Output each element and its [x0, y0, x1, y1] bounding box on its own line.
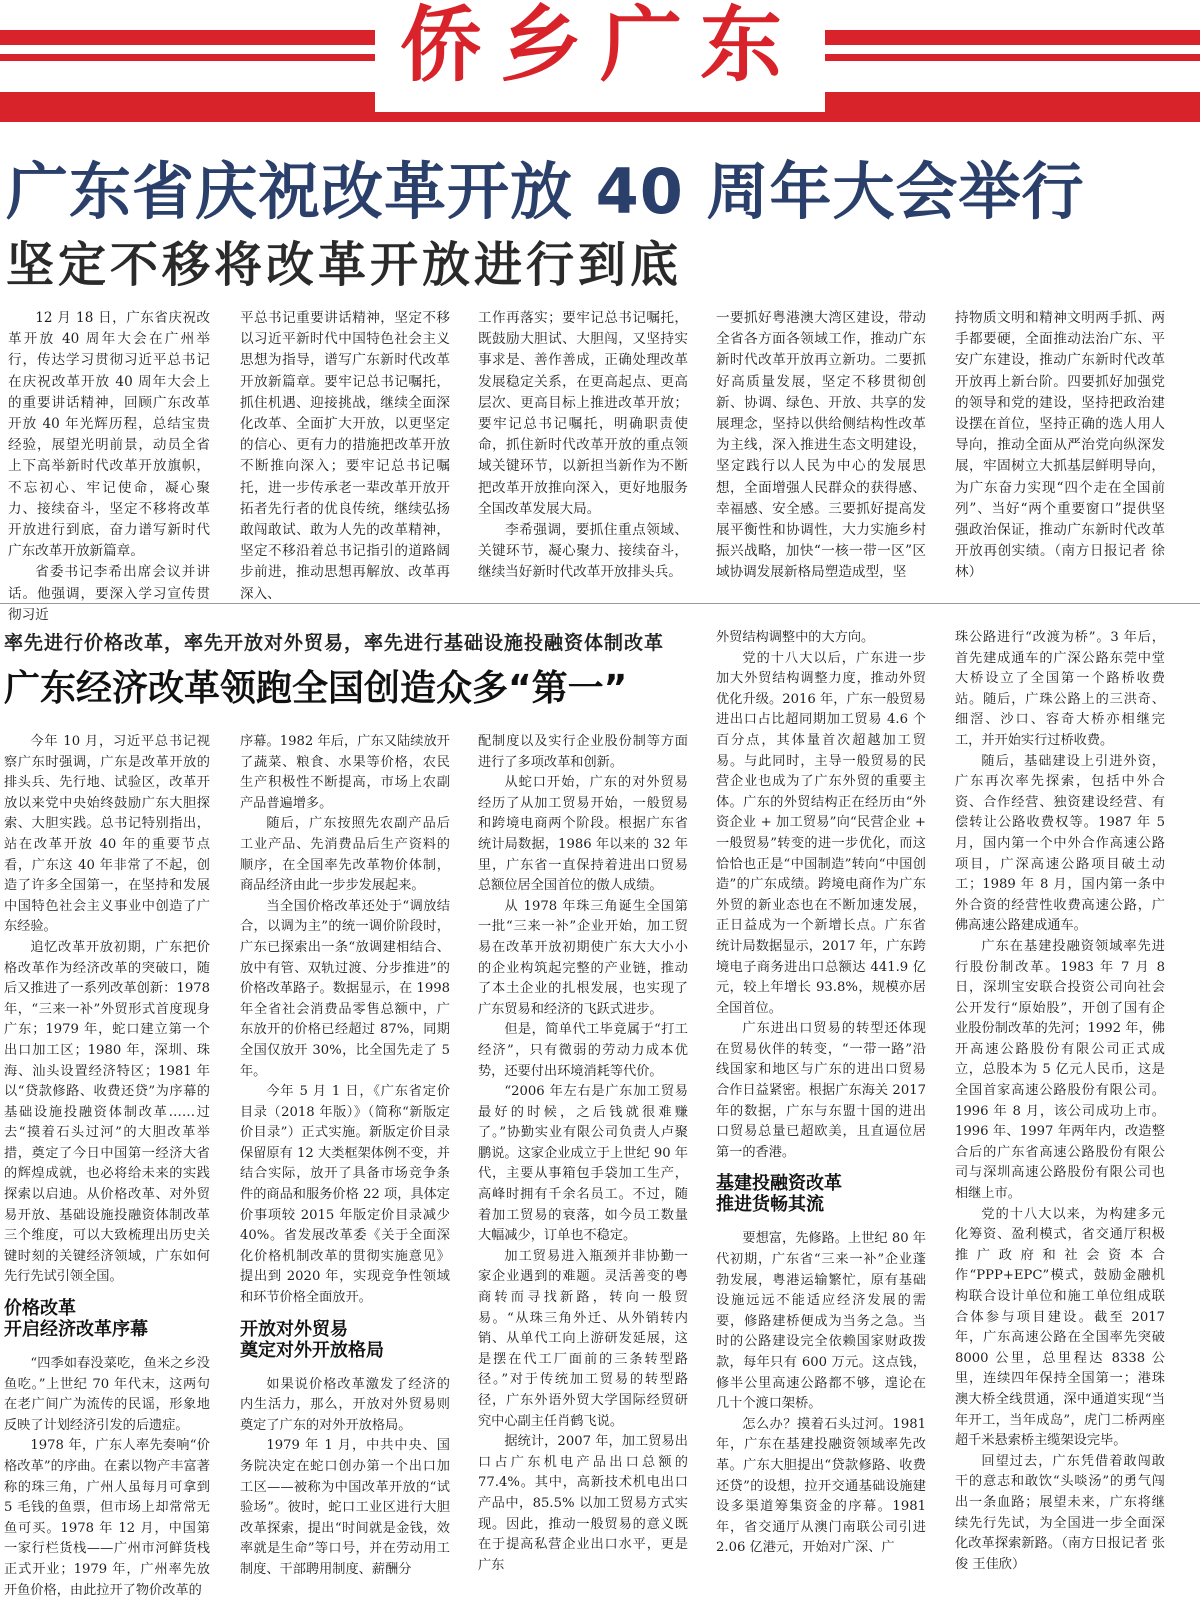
article2-column-3: [478, 732, 688, 1576]
paragraph: 一要抓好粤港澳大湾区建设，带动全省各方面各领域工作，推动广东新时代改革开放再立新功。二要抓好高质量发展，坚定不移贯彻创新、协调、绿色、开放、共享的发展理念，坚持以供给侧结构性改革为主线，深入推进生态文明建设，坚定践行以人民为中心的发展思想，全面增强人民群众的获得感、幸福感、安全感。三要抓好提高发展平衡性和协调性，大力实施乡村振兴战略，加快“一核一带一区”区域协调发展新格局塑造成型，坚: [716, 310, 926, 581]
paragraph: “2006 年左右是广东加工贸易最好的时候，之后钱就很难赚了。”协勤实业有限公司负责人卢聚鹏说。这家企业成立于上世纪 90 年代，主要从事箱包手袋加工生产，高峰时拥有千余名员工。不过，随着加工贸易的衰落，如今员工数量大幅减少，订单也不稳定。: [478, 1084, 688, 1244]
article1-column-1: [8, 308, 210, 626]
paragraph: 珠公路进行“改渡为桥”。3 年后，首先建成通车的广深公路东莞中堂大桥设立了全国第一个路桥收费站。随后，广珠公路上的三洪奇、细滘、沙口、容奇大桥亦相继完工，并开始实行过桥收费。: [955, 630, 1165, 748]
subheading-infrastructure: 基建投融资改革 推进货畅其流: [716, 1173, 842, 1216]
subheading-foreign-trade: 开放对外贸易 奠定对外开放格局: [240, 1318, 384, 1361]
article1-headline: 广东省庆祝改革开放 40 周年大会举行: [6, 155, 1085, 228]
paragraph: 随后，广东按照先农副产品后工业产品、先消费品后生产资料的顺序，在全国率先改革物价体制，商品经济由此一步步发展起来。: [240, 816, 450, 894]
paragraph: 1979 年 1 月，中共中央、国务院决定在蛇口创办第一个出口加工区——被称为中国改革开放的“试验场”。彼时，蛇口工业区进行大胆改革探索，提出“时间就是金钱，效率就是生命”等口号，并在劳动用工制度、干部聘用制度、薪酬分: [240, 1438, 450, 1577]
paragraph: 省委书记李希出席会议并讲话。他强调，要深入学习宣传贯彻习近: [8, 564, 210, 623]
article1-column-2: [240, 308, 450, 605]
paragraph: 12 月 18 日，广东省庆祝改革开放 40 周年大会在广州举行，传达学习贯彻习近平总书记在庆祝改革开放 40 周年大会上的重要讲话精神，回顾广东改革开放 40 年光辉历程，总结宝贵经验，展望光明前景，动员全省上下高举新时代改革开放旗帜，不忘初心、牢记使命，凝心聚力、接续奋斗，坚定不移将改革开放进行到底，奋力谱写新时代广东改革开放新篇章。: [8, 310, 210, 560]
paragraph: 回望过去，广东凭借着敢闯敢干的意志和敢饮“头啖汤”的勇气闯出一条血路；展望未来，广东将继续先行先试，为全国进一步全面深化改革探索新路。（南方日报记者 张俊 王佳欣）: [955, 1453, 1165, 1572]
paragraph: 加工贸易进入瓶颈并非协勤一家企业遇到的难题。灵活善变的粤商转而寻找新路，转向一般贸易。“从珠三角外迁、从外销转内销、从单代工向上游研发延展，这是摆在代工厂面前的三条转型路径。”对于传统加工贸易的转型路径，广东外语外贸大学国际经贸研究中心副主任肖鹤飞说。: [478, 1248, 688, 1429]
article1-subheadline: 坚定不移将改革开放进行到底: [6, 237, 683, 293]
article1-column-5: [955, 308, 1165, 584]
paragraph: 今年 10 月，习近平总书记视察广东时强调，广东是改革开放的排头兵、先行地、试验区，改革开放以来党中央始终鼓励广东大胆探索、大胆实践。总书记特别指出，站在改革开放 40 年的重要节点看，广东这 40 年非常了不起，创造了许多全国第一，在坚持和发展中国特色社会主义事业中创造了广东经验。: [4, 734, 210, 935]
article2-column-5: [955, 628, 1165, 1575]
article2-column-1: [4, 732, 210, 1601]
subheading-price-reform: 价格改革 开启经济改革序幕: [4, 1298, 148, 1341]
paragraph: 怎么办？摸着石头过河。1981 年，广东在基建投融资领域率先改革。广东大胆提出“贷款修路、收费还贷”的设想，拉开交通基础设施建设多渠道筹集资金的序幕。1981 年，省交通厅从澳门南联公司引进 2.06 亿港元，开始对广深、广: [716, 1416, 926, 1556]
paragraph: 从 1978 年珠三角诞生全国第一批“三来一补”企业开始，加工贸易在改革开放初期使广东大大小小的企业构筑起完整的产业链，推动了本土企业的扎根发展，也实现了广东贸易和经济的飞跃式进步。: [478, 898, 688, 1017]
paragraph: “四季如春没菜吃，鱼米之乡没鱼吃。”上世纪 70 年代末，这两句在老广间广为流传的民谣，形象地反映了计划经济引发的后遗症。: [4, 1356, 210, 1433]
paragraph: 要想富，先修路。上世纪 80 年代初期，广东省“三来一补”企业蓬勃发展，粤港运输繁忙，原有基础设施远远不能适应经济发展的需要，修路建桥便成为当务之急。当时的公路建设完全依赖国家财政拨款，每年只有 600 万元。这点钱，修半公里高速公路都不够，遑论在几十个渡口架桥。: [716, 1231, 926, 1412]
paragraph: 但是，简单代工毕竟属于“打工经济”，只有微弱的劳动力成本优势，还要付出环境消耗等代价。: [478, 1022, 688, 1079]
paragraph: 如果说价格改革激发了经济的内生活力，那么，开放对外贸易则奠定了广东的对外开放格局。: [240, 1376, 450, 1433]
paragraph: 配制度以及实行企业股份制等方面进行了多项改革和创新。: [478, 734, 688, 770]
paragraph: 李希强调，要抓住重点领域、关键环节，凝心聚力、接续奋斗，继续当好新时代改革开放排头兵。: [478, 522, 688, 581]
article2-kicker: 率先进行价格改革，率先开放对外贸易，率先进行基础设施投融资体制改革: [4, 632, 665, 654]
paragraph: 平总书记重要讲话精神，坚定不移以习近平新时代中国特色社会主义思想为指导，谱写广东新时代改革开放新篇章。要牢记总书记嘱托，抓住机遇、迎接挑战，继续全面深化改革、全面扩大开放，以更坚定的信心、更有力的措施把改革开放不断推向深入；要牢记总书记嘱托，进一步传承老一辈改革开放开拓者先行者的优良传统，继续弘扬敢闯敢试、敢为人先的改革精神，坚定不移沿着总书记指引的道路阔步前进，推动思想再解放、改革再深入、: [240, 310, 450, 602]
paragraph: 党的十八大以后，广东进一步加大外贸结构调整力度，推动外贸优化升级。2016 年，广东一般贸易进出口占比超同期加工贸易 4.6 个百分点，其体量首次超越加工贸易。与此同时，主导一般贸易的民营企业也成为了广东外贸的重要主体。广东的外贸结构正在经历由“外资企业 + 加工贸易”向“民营企业 + 一般贸易”转变的进一步优化，而这恰恰也正是“中国制造”转向“中国创造”的广东成绩。跨境电商作为广东外贸的新业态也在不断加速发展，正日益成为一个新增长点。广东省统计局数据显示，2017 年，广东跨境电子商务进出口总额达 441.9 亿元，较上年增长 93.8%，规模亦居全国首位。: [716, 650, 926, 1016]
paragraph: 今年 5 月 1 日，《广东省定价目录（2018 年版）》（简称“新版定价目录”）正式实施。新版定价目录保留原有 12 大类框架体例不变，并结合实际，放开了具备市场竞争条件的商品和服务价格 22 项，具体定价事项较 2015 年版定价目录减少 40%。省发展改革委《关于全面深化价格机制改革的贯彻实施意见》提出到 2020 年，实现竞争性领域和环节价格全面放开。: [240, 1084, 450, 1306]
paragraph: 工作再落实；要牢记总书记嘱托，既鼓励大胆试、大胆闯，又坚持实事求是、善作善成，正确处理改革发展稳定关系，在更高起点、更高层次、更高目标上推进改革开放；要牢记总书记嘱托，明确职责使命，抓住新时代改革开放的重点领域关键环节，以新担当新作为不断把改革开放推向深入，更好地服务全国改革发展大局。: [478, 310, 688, 517]
paragraph: 从蛇口开始，广东的对外贸易经历了从加工贸易开始，一般贸易和跨境电商两个阶段。根据广东省统计局数据，1986 年以来的 32 年里，广东省一直保持着进出口贸易总额位居全国首位的傲人成绩。: [478, 775, 688, 894]
paragraph: 1978 年，广东人率先奏响“价格改革”的序曲。在素以物产丰富著称的珠三角，广州人虽每月可拿到 5 毛钱的鱼票，但市场上却常常无鱼可买。1978 年 12 月，中国第一家行栏货栈——广州市河鲜货栈正式开业；1979 年，广州率先放开鱼价格，由此拉开了物价改革的: [4, 1438, 210, 1598]
paragraph: 当全国价格改革还处于“调放结合，以调为主”的统一调价阶段时，广东已探索出一条“放调建相结合、放中有管、双轨过渡、分步推进”的价格改革路子。数据显示，在 1998 年全省社会消费品零售总额中，广东放开的价格已经超过 87%，同期全国仅放开 30%，比全国先走了 5 年。: [240, 898, 450, 1079]
article2-column-4: [716, 628, 926, 1559]
article1-column-3: [478, 308, 688, 584]
masthead-title: 侨乡广东: [399, 0, 800, 93]
article1-column-4: [716, 308, 926, 584]
section-divider: [0, 603, 1200, 604]
article2-headline: 广东经济改革领跑全国创造众多“第一”: [4, 668, 628, 709]
paragraph: 广东在基建投融资领域率先进行股份制改革。1983 年 7 月 8 日，深圳宝安联合投资公司向社会公开发行“原始股”，开创了国有企业股份制改革的先河；1992 年，佛开高速公路股份有限公司正式成立，总股本为 5 亿元人民币，这是全国首家高速公路股份有限公司。1996 年 8 月，该公司成功上市。1996 年、1997 年两年内，改造整合后的广东省高速公路股份有限公司与深圳高速公路股份有限公司也相继上市。: [955, 938, 1165, 1202]
paragraph: 持物质文明和精神文明两手抓、两手都要硬，全面推动法治广东、平安广东建设，推动广东新时代改革开放再上新台阶。四要抓好加强党的领导和党的建设，坚持把政治建设摆在首位，坚持正确的选人用人导向，推动全面从严治党向纵深发展，牢固树立大抓基层鲜明导向，为广东奋力实现“四个走在全国前列”、当好“两个重要窗口”提供坚强政治保证，推动广东新时代改革开放再创实绩。（南方日报记者 徐林）: [955, 310, 1165, 581]
paragraph: 广东进出口贸易的转型还体现在贸易伙伴的转变，“一带一路”沿线国家和地区与广东的进出口贸易合作日益紧密。根据广东海关 2017 年的数据，广东与东盟十国的进出口贸易总量已超欧美，且直逼位居第一的香港。: [716, 1021, 926, 1160]
article2-column-2: [240, 732, 450, 1581]
paragraph: 随后，基础建设上引进外资，广东再次率先探索，包括中外合资、合作经营、独资建设经营、有偿转让公路收费权等。1987 年 5 月，国内第一个中外合作高速公路项目，广深高速公路项目破土动工；1989 年 8 月，国内第一条中外合资的经营性收费高速公路，广佛高速公路建成通车。: [955, 753, 1165, 934]
paragraph: 序幕。1982 年后，广东又陆续放开了蔬菜、粮食、水果等价格，农民生产积极性不断提高，市场上农副产品普遍增多。: [240, 734, 450, 811]
paragraph: 追忆改革开放初期，广东把价格改革作为经济改革的突破口，随后又推进了一系列改革创新：1978 年，“三来一补”外贸形式首度现身广东；1979 年，蛇口建立第一个出口加工区；1980 年，深圳、珠海、汕头设置经济特区；1981 年以“贷款修路、收费还贷”为序幕的基础设施投融资体制改革……过去“摸着石头过河”的大胆改革举措，奠定了今日中国第一经济大省的辉煌成就，也必将给未来的实践探索以启迪。从价格改革、对外贸易开放、基础设施投融资体制改革三个维度，可以大致梳理出历史关键时刻的关键经济领域，广东如何先行先试引领全国。: [4, 939, 210, 1285]
paragraph: 外贸结构调整中的大方向。: [716, 630, 875, 645]
paragraph: 据统计，2007 年，加工贸易出口占广东机电产品出口总额的 77.4%。其中，高新技术机电出口产品中，85.5% 以加工贸易方式实现。因此，推动一般贸易的意义既在于提高私营企业出口水平，更是广东: [478, 1434, 688, 1573]
paragraph: 党的十八大以来，为构建多元化筹资、盈利模式，省交通厅积极推广政府和社会资本合作“PPP+EPC”模式，鼓励金融机构联合设计单位和施工单位组成联合体参与项目建设。截至 2017 年，广东高速公路在全国率先突破 8000 公里，总里程达 8338 公里，连续四年保持全国第一；港珠澳大桥全线贯通，深中通道实现“当年开工，当年成岛”，虎门二桥两座超千米悬索桥主缆架设完毕。: [955, 1206, 1165, 1449]
